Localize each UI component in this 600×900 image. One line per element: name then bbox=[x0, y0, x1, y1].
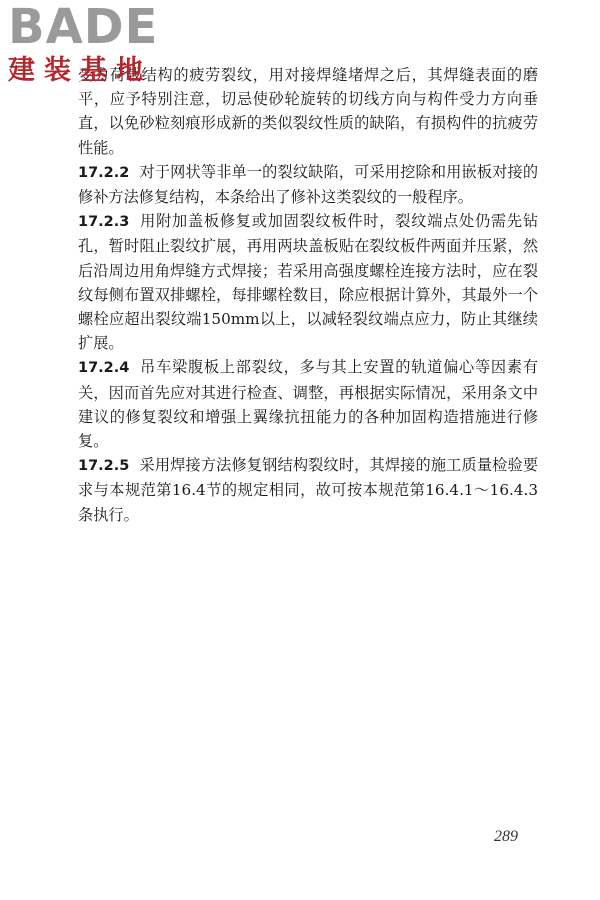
paragraph-text: 用附加盖板修复或加固裂纹板件时，裂纹端点处仍需先钻孔，暂时阻止裂纹扩展，再用两块盖板贴在裂纹板件两面并压紧，然后沿周边用角焊缝方式焊接；若采用高强度螺栓连接方法时，应在裂纹每侧布置双排螺栓，每排螺栓数目，除应根据计算外，其最外一个螺栓应超出裂纹端150mm以上，以减轻裂纹端点应力，防止其继续扩展。 bbox=[78, 212, 538, 353]
logo-chinese-text: 建装基地 bbox=[8, 55, 152, 86]
paragraph-text: 采用焊接方法修复钢结构裂纹时，其焊接的施工质量检验要求与本规范第16.4节的规定相同，故可按本规范第16.4.1～16.4.3条执行。 bbox=[78, 456, 538, 524]
clause-number: 17.2.3 bbox=[78, 214, 130, 231]
paragraph-text: 对于网状等非单一的裂纹缺陷，可采用挖除和用嵌板对接的修补方法修复结构，本条给出了修补这类裂纹的一般程序。 bbox=[78, 162, 538, 207]
clause-number: 17.2.4 bbox=[78, 360, 130, 377]
clause-number: 17.2.2 bbox=[78, 164, 130, 181]
clause-number: 17.2.5 bbox=[78, 458, 130, 475]
logo-latin-text: BADE bbox=[8, 0, 159, 55]
clause-17-2-5 bbox=[78, 453, 538, 527]
clause-17-2-2 bbox=[78, 160, 538, 209]
clause-17-2-3 bbox=[78, 209, 538, 355]
bade-logo bbox=[6, 0, 181, 92]
page-number: 289 bbox=[494, 828, 518, 845]
paragraph-text: 受力荷载结构的疲劳裂纹，用对接焊缝堵焊之后，其焊缝表面的磨平，应予特别注意，切忌使砂轮旋转的切线方向与构件受力方向垂直，以免砂粒刻痕形成新的类似裂纹性质的缺陷，有损构件的抗疲劳性能。 bbox=[78, 66, 538, 157]
paragraph-text: 吊车梁腹板上部裂纹，多与其上安置的轨道偏心等因素有关，因而首先应对其进行检查、调整，再根据实际情况，采用条文中建议的修复裂纹和增强上翼缘抗扭能力的各种加固构造措施进行修复。 bbox=[78, 358, 538, 451]
document-body bbox=[78, 63, 538, 527]
clause-17-2-4 bbox=[78, 355, 538, 453]
